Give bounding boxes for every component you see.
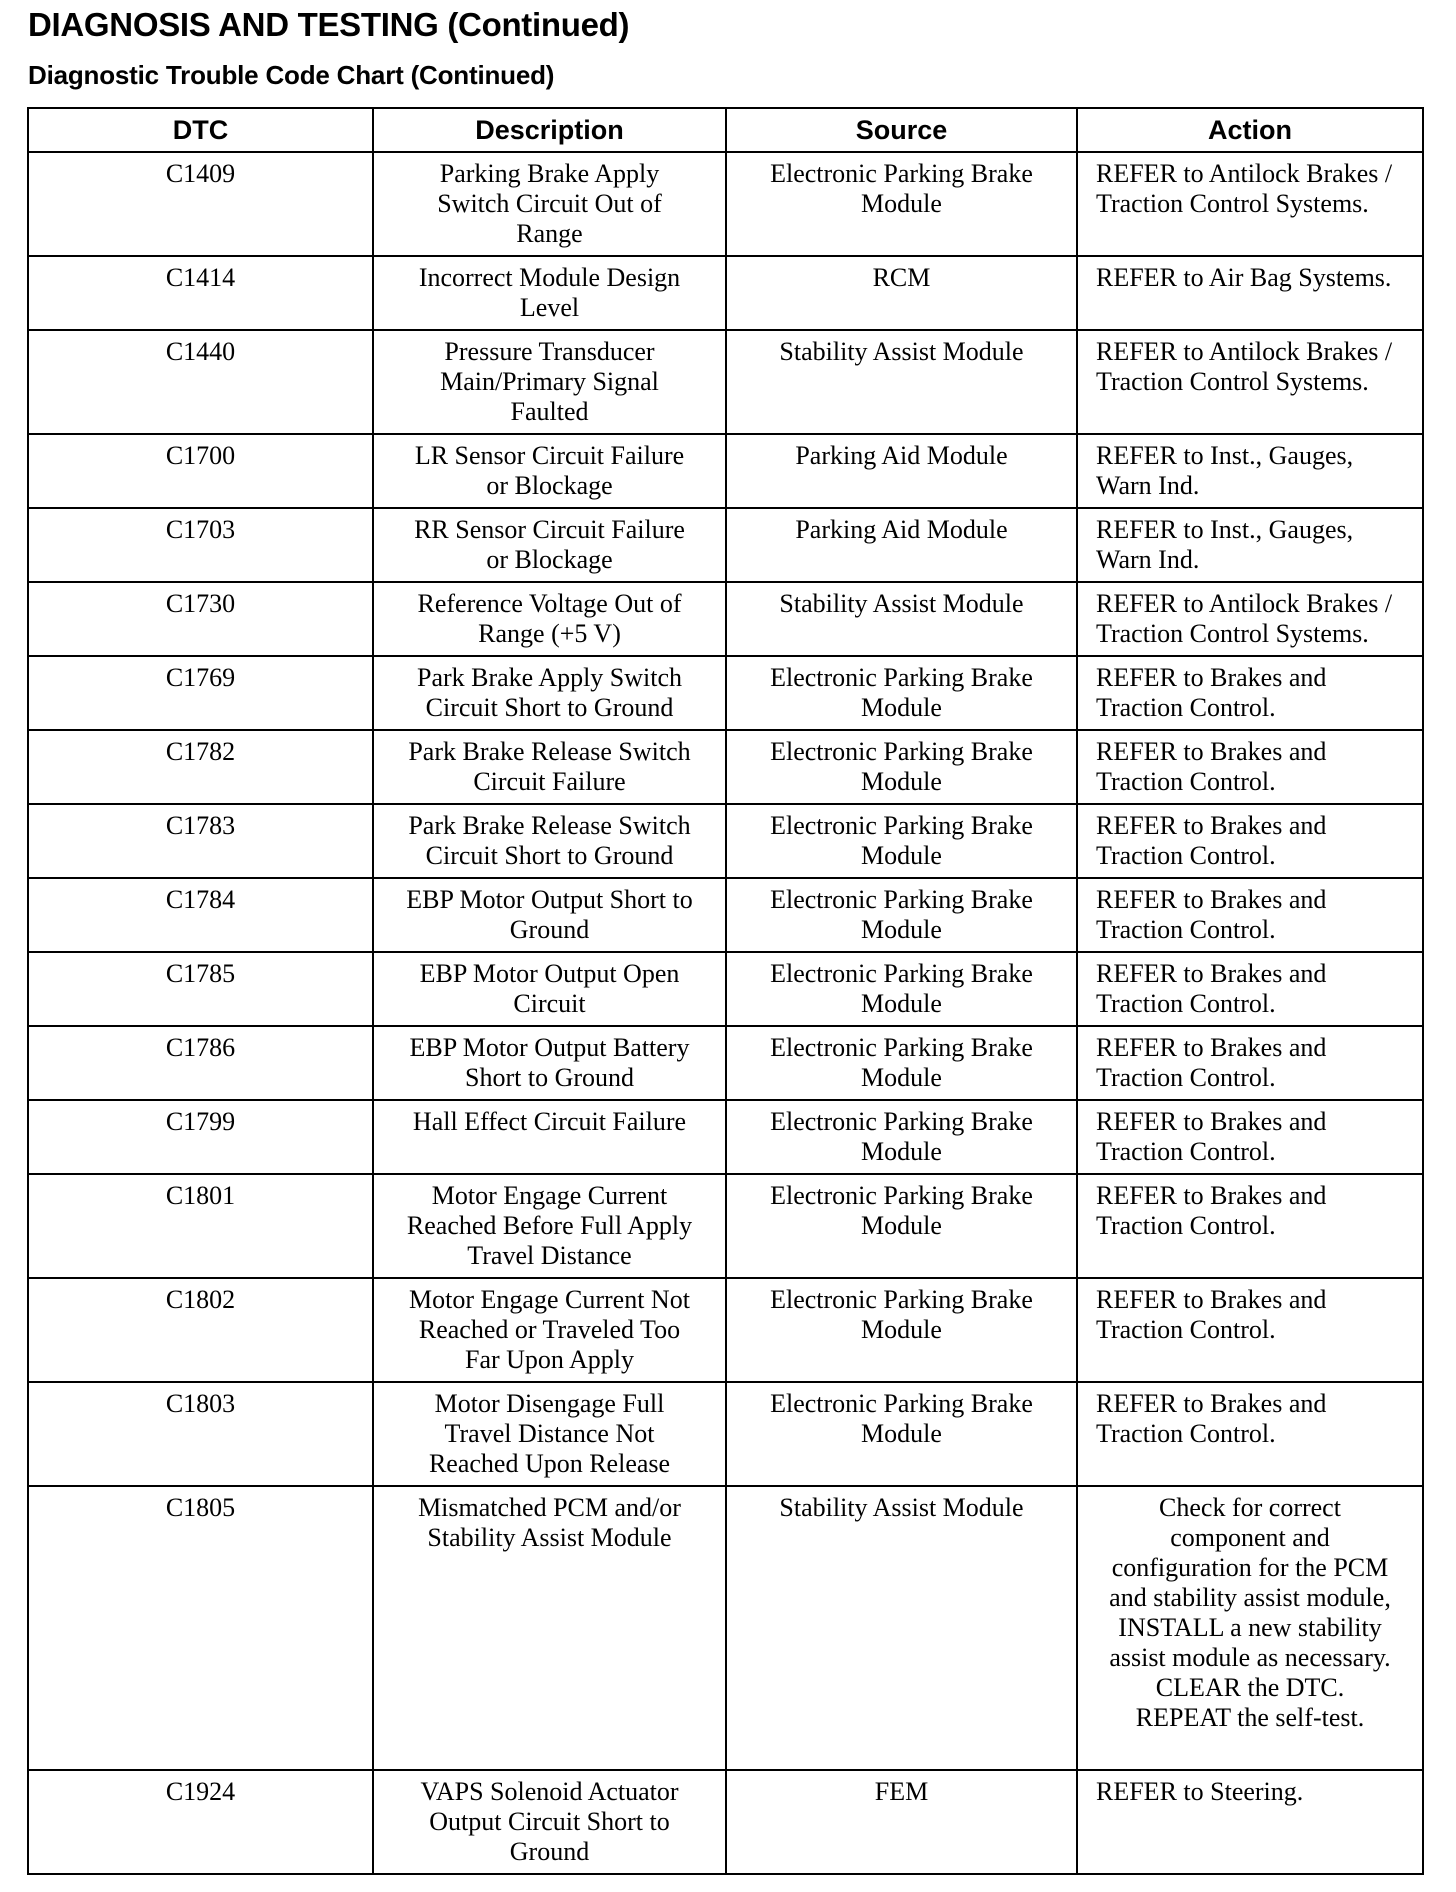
source-cell: Electronic Parking Brake Module — [726, 1174, 1077, 1278]
description-cell: RR Sensor Circuit Failure or Blockage — [373, 508, 726, 582]
dtc-cell: C1801 — [28, 1174, 373, 1278]
description-cell: Incorrect Module Design Level — [373, 256, 726, 330]
dtc-cell: C1700 — [28, 434, 373, 508]
source-cell: Electronic Parking Brake Module — [726, 1100, 1077, 1174]
table-row — [28, 508, 1423, 582]
source-cell: Electronic Parking Brake Module — [726, 1382, 1077, 1486]
description-cell: Motor Disengage Full Travel Distance Not Reached Upon Release — [373, 1382, 726, 1486]
action-cell: REFER to Brakes and Traction Control. — [1077, 1382, 1423, 1486]
table-row — [28, 1174, 1423, 1278]
dtc-cell: C1802 — [28, 1278, 373, 1382]
source-cell: Stability Assist Module — [726, 582, 1077, 656]
dtc-cell: C1785 — [28, 952, 373, 1026]
dtc-cell: C1784 — [28, 878, 373, 952]
table-row — [28, 1486, 1423, 1770]
table-header-row — [28, 108, 1423, 152]
description-cell: Park Brake Release Switch Circuit Failure — [373, 730, 726, 804]
dtc-cell: C1769 — [28, 656, 373, 730]
table-row — [28, 878, 1423, 952]
action-cell: Check for correct component and configuration for the PCM and stability assist module, INSTALL a new stability assist module as necessary. CLEAR the DTC. REPEAT the self-test. — [1077, 1486, 1423, 1770]
table-row — [28, 1382, 1423, 1486]
description-cell: Parking Brake Apply Switch Circuit Out of Range — [373, 152, 726, 256]
dtc-cell: C1440 — [28, 330, 373, 434]
action-cell: REFER to Steering. — [1077, 1770, 1423, 1874]
dtc-cell: C1782 — [28, 730, 373, 804]
description-cell: Reference Voltage Out of Range (+5 V) — [373, 582, 726, 656]
description-cell: Park Brake Release Switch Circuit Short to Ground — [373, 804, 726, 878]
table-row — [28, 582, 1423, 656]
source-cell: Electronic Parking Brake Module — [726, 1026, 1077, 1100]
column-header-description: Description — [373, 108, 726, 152]
action-cell: REFER to Brakes and Traction Control. — [1077, 1278, 1423, 1382]
description-cell: Pressure Transducer Main/Primary Signal Faulted — [373, 330, 726, 434]
dtc-table — [27, 107, 1424, 1875]
description-cell: Hall Effect Circuit Failure — [373, 1100, 726, 1174]
table-row — [28, 434, 1423, 508]
action-cell: REFER to Antilock Brakes / Traction Control Systems. — [1077, 582, 1423, 656]
dtc-cell: C1414 — [28, 256, 373, 330]
table-row — [28, 656, 1423, 730]
dtc-cell: C1803 — [28, 1382, 373, 1486]
chart-title: Diagnostic Trouble Code Chart (Continued) — [28, 60, 555, 90]
action-cell: REFER to Brakes and Traction Control. — [1077, 656, 1423, 730]
description-cell: EBP Motor Output Short to Ground — [373, 878, 726, 952]
column-header-dtc: DTC — [28, 108, 373, 152]
action-cell: REFER to Brakes and Traction Control. — [1077, 730, 1423, 804]
table-row — [28, 152, 1423, 256]
description-cell: Park Brake Apply Switch Circuit Short to Ground — [373, 656, 726, 730]
action-cell: REFER to Brakes and Traction Control. — [1077, 952, 1423, 1026]
dtc-cell: C1799 — [28, 1100, 373, 1174]
action-cell: REFER to Antilock Brakes / Traction Control Systems. — [1077, 152, 1423, 256]
dtc-cell: C1409 — [28, 152, 373, 256]
action-cell: REFER to Inst., Gauges, Warn Ind. — [1077, 434, 1423, 508]
table-row — [28, 952, 1423, 1026]
dtc-cell: C1786 — [28, 1026, 373, 1100]
source-cell: Electronic Parking Brake Module — [726, 952, 1077, 1026]
source-cell: Electronic Parking Brake Module — [726, 152, 1077, 256]
source-cell: Electronic Parking Brake Module — [726, 878, 1077, 952]
action-cell: REFER to Brakes and Traction Control. — [1077, 1026, 1423, 1100]
description-cell: Motor Engage Current Reached Before Full Apply Travel Distance — [373, 1174, 726, 1278]
action-cell: REFER to Brakes and Traction Control. — [1077, 878, 1423, 952]
table-row — [28, 330, 1423, 434]
action-cell: REFER to Brakes and Traction Control. — [1077, 1174, 1423, 1278]
description-cell: VAPS Solenoid Actuator Output Circuit Short to Ground — [373, 1770, 726, 1874]
source-cell: Electronic Parking Brake Module — [726, 804, 1077, 878]
source-cell: RCM — [726, 256, 1077, 330]
column-header-action: Action — [1077, 108, 1423, 152]
action-cell: REFER to Air Bag Systems. — [1077, 256, 1423, 330]
description-cell: Mismatched PCM and/or Stability Assist Module — [373, 1486, 726, 1770]
page-title: DIAGNOSIS AND TESTING (Continued) — [28, 6, 630, 43]
source-cell: Stability Assist Module — [726, 330, 1077, 434]
source-cell: Parking Aid Module — [726, 508, 1077, 582]
source-cell: Electronic Parking Brake Module — [726, 656, 1077, 730]
dtc-cell: C1924 — [28, 1770, 373, 1874]
dtc-cell: C1805 — [28, 1486, 373, 1770]
source-cell: Stability Assist Module — [726, 1486, 1077, 1770]
table-row — [28, 804, 1423, 878]
description-cell: EBP Motor Output Battery Short to Ground — [373, 1026, 726, 1100]
description-cell: LR Sensor Circuit Failure or Blockage — [373, 434, 726, 508]
table-row — [28, 1100, 1423, 1174]
action-cell: REFER to Inst., Gauges, Warn Ind. — [1077, 508, 1423, 582]
action-cell: REFER to Antilock Brakes / Traction Control Systems. — [1077, 330, 1423, 434]
source-cell: Electronic Parking Brake Module — [726, 1278, 1077, 1382]
table-row — [28, 1770, 1423, 1874]
table-row — [28, 1026, 1423, 1100]
source-cell: Parking Aid Module — [726, 434, 1077, 508]
table-row — [28, 730, 1423, 804]
source-cell: Electronic Parking Brake Module — [726, 730, 1077, 804]
dtc-cell: C1730 — [28, 582, 373, 656]
description-cell: EBP Motor Output Open Circuit — [373, 952, 726, 1026]
table-row — [28, 256, 1423, 330]
table-row — [28, 1278, 1423, 1382]
dtc-cell: C1783 — [28, 804, 373, 878]
action-cell: REFER to Brakes and Traction Control. — [1077, 804, 1423, 878]
action-cell: REFER to Brakes and Traction Control. — [1077, 1100, 1423, 1174]
source-cell: FEM — [726, 1770, 1077, 1874]
description-cell: Motor Engage Current Not Reached or Traveled Too Far Upon Apply — [373, 1278, 726, 1382]
dtc-cell: C1703 — [28, 508, 373, 582]
column-header-source: Source — [726, 108, 1077, 152]
